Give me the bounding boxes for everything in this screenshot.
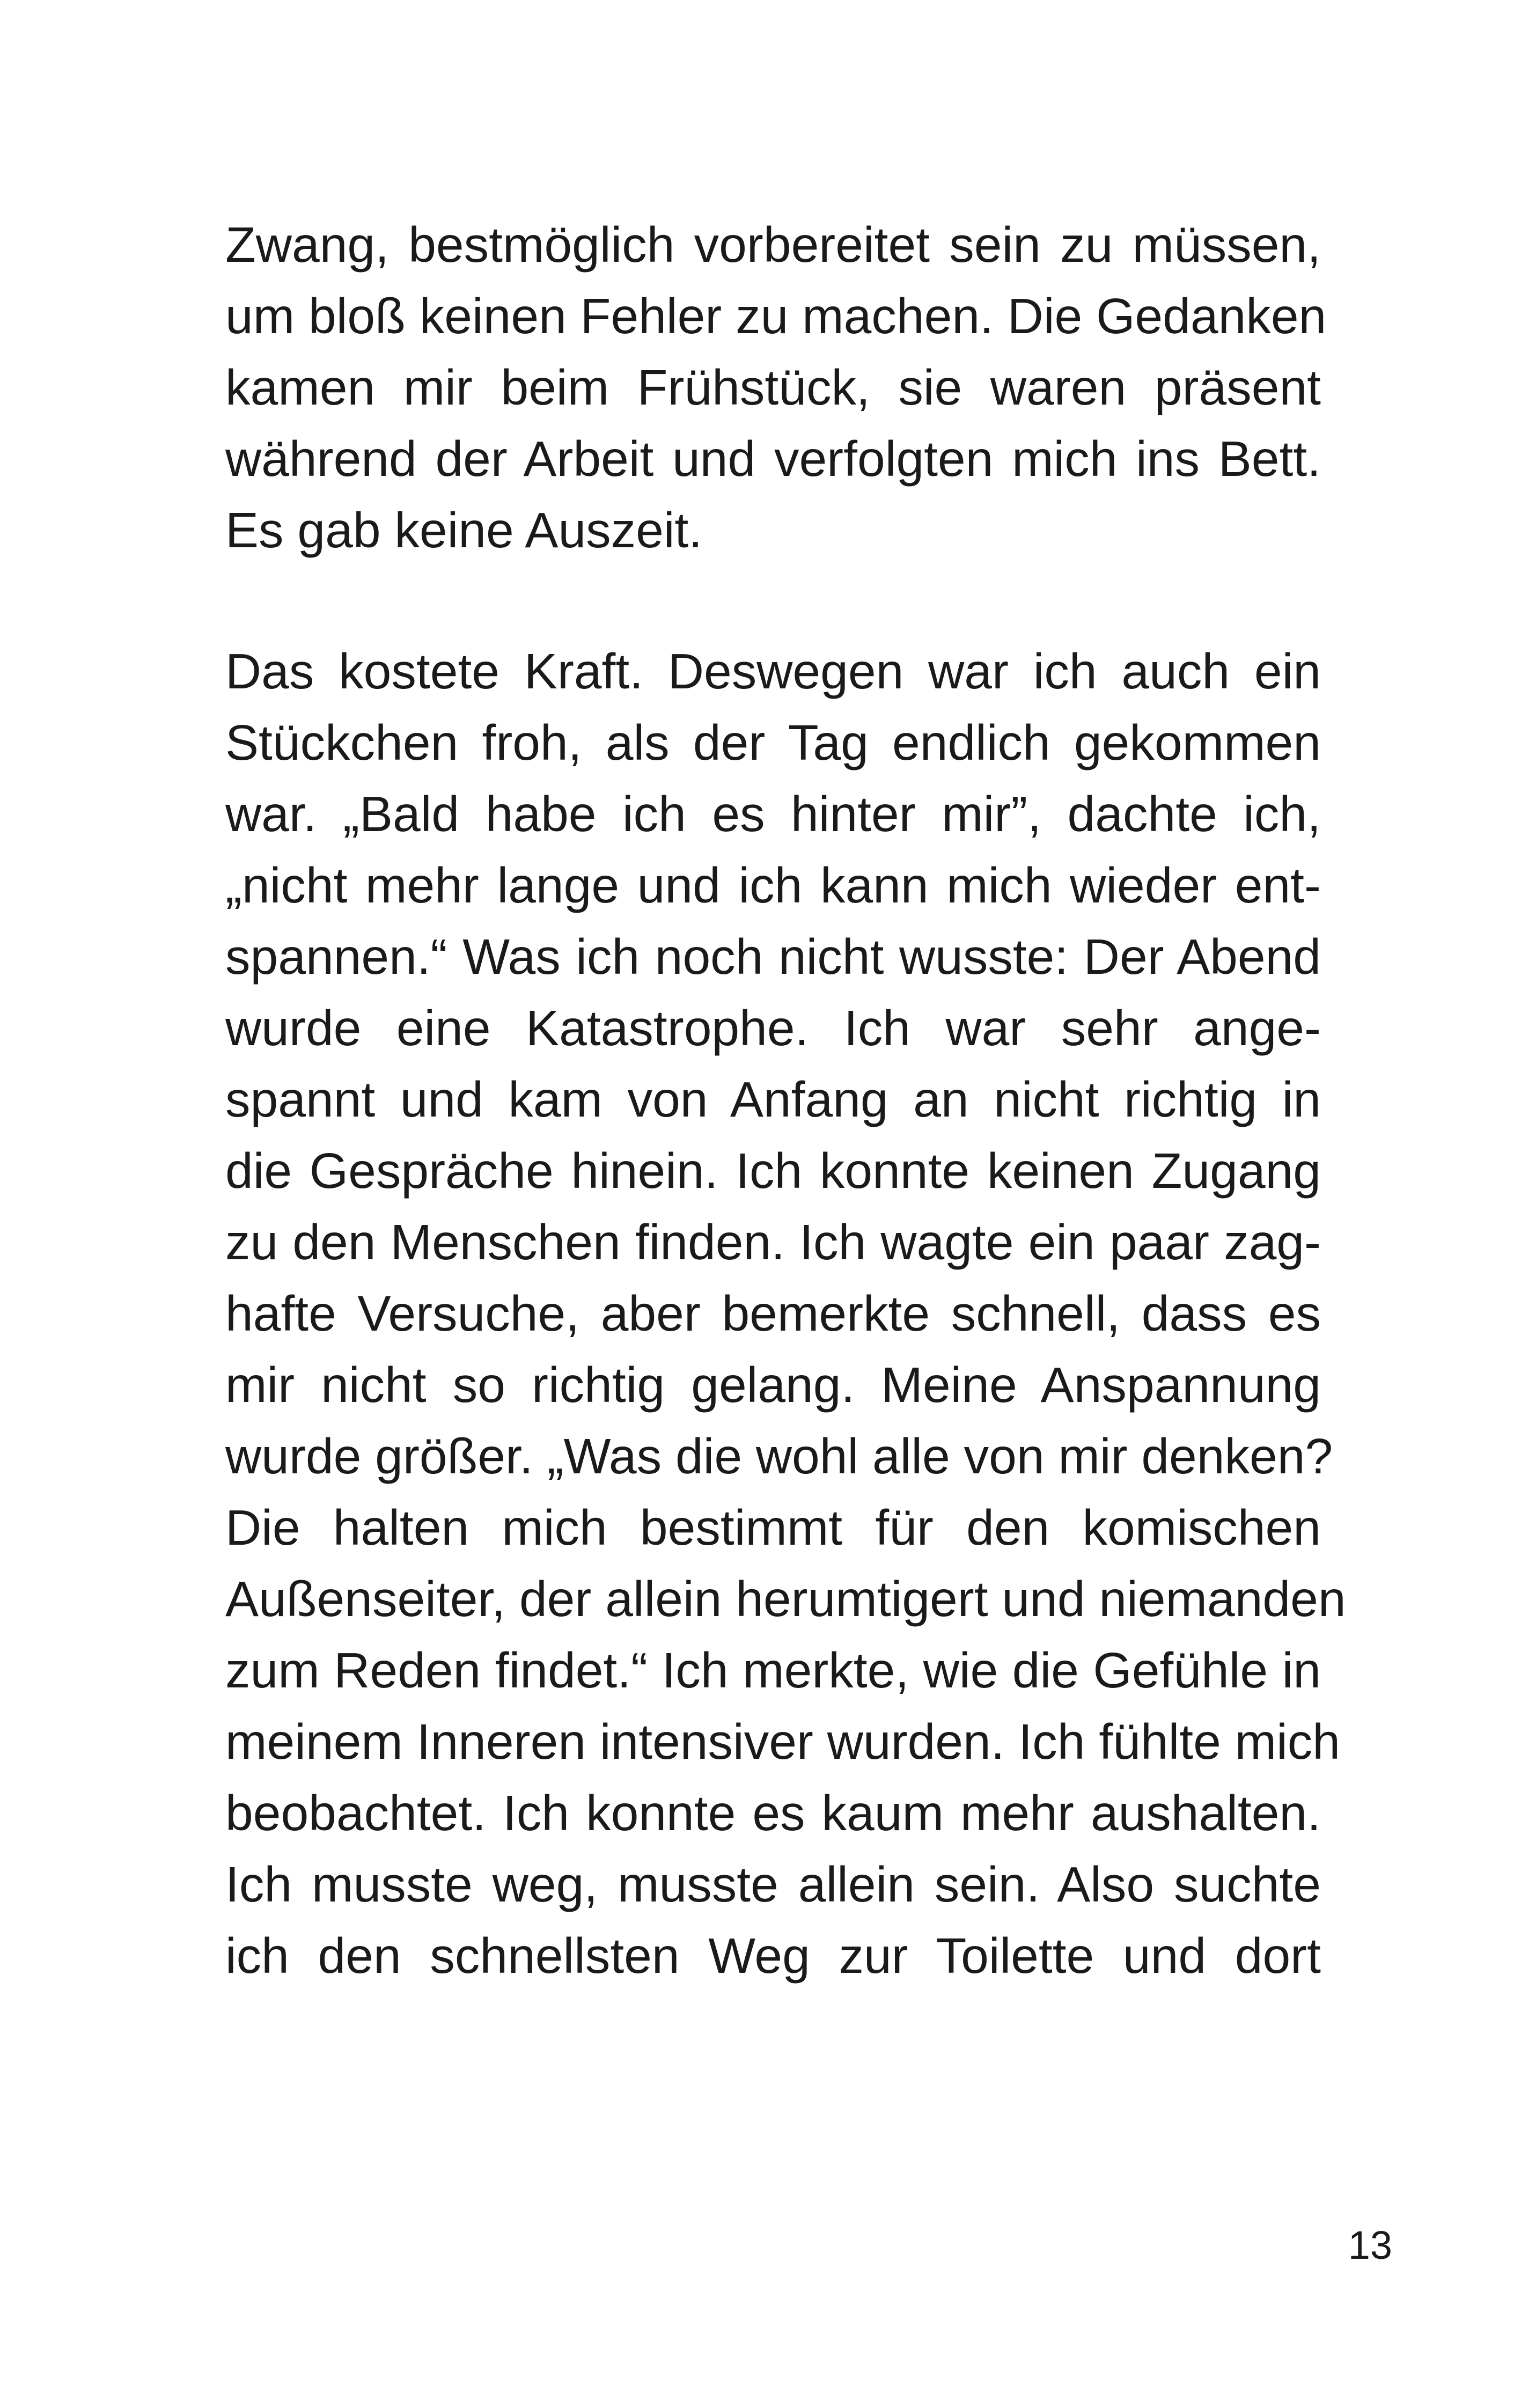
text-line: wurde eine Katastrophe. Ich war sehr ange- <box>225 1000 1321 1056</box>
text-line: Zwang, bestmöglich vorbereitet sein zu müssen, <box>225 217 1321 273</box>
text-line: spannen.“ Was ich noch nicht wusste: Der Abend <box>225 929 1321 985</box>
text-line: zum Reden findet.“ Ich merkte, wie die Gefühle in <box>225 1642 1321 1698</box>
text-line: hafte Versuche, aber bemerkte schnell, dass es <box>225 1286 1321 1341</box>
text-line: Das kostete Kraft. Deswegen war ich auch ein <box>225 643 1321 699</box>
text-line: Es gab keine Auszeit. <box>225 502 703 558</box>
text-line: spannt und kam von Anfang an nicht richtig in <box>225 1071 1321 1127</box>
text-line: Ich musste weg, musste allein sein. Also suchte <box>225 1856 1321 1912</box>
page-number: 13 <box>1348 2223 1392 2267</box>
text-line: die Gespräche hinein. Ich konnte keinen Zugang <box>225 1143 1321 1199</box>
text-line: beobachtet. Ich konnte es kaum mehr aushalten. <box>225 1785 1321 1841</box>
text-line: Stückchen froh, als der Tag endlich gekommen <box>225 715 1321 770</box>
text-line: Außenseiter, der allein herumtigert und niemanden <box>225 1571 1346 1627</box>
text-line: war. „Bald habe ich es hinter mir”, dachte ich, <box>225 786 1321 842</box>
text-line: ich den schnellsten Weg zur Toilette und dort <box>225 1928 1321 1984</box>
paragraph-1 <box>225 209 1327 566</box>
paragraph-2 <box>225 636 1346 1992</box>
text-line: um bloß keinen Fehler zu machen. Die Gedanken <box>225 288 1327 344</box>
text-line: kamen mir beim Frühstück, sie waren präsent <box>225 359 1321 415</box>
text-line: Die halten mich bestimmt für den komischen <box>225 1500 1321 1555</box>
text-line: meinem Inneren intensiver wurden. Ich fühlte mich <box>225 1714 1341 1770</box>
text-line: wurde größer. „Was die wohl alle von mir denken? <box>225 1428 1333 1484</box>
text-line: während der Arbeit und verfolgten mich ins Bett. <box>225 431 1321 487</box>
text-line: mir nicht so richtig gelang. Meine Anspannung <box>225 1357 1321 1413</box>
text-line: zu den Menschen finden. Ich wagte ein paar zag- <box>225 1214 1321 1270</box>
text-line: „nicht mehr lange und ich kann mich wieder ent- <box>225 857 1321 913</box>
